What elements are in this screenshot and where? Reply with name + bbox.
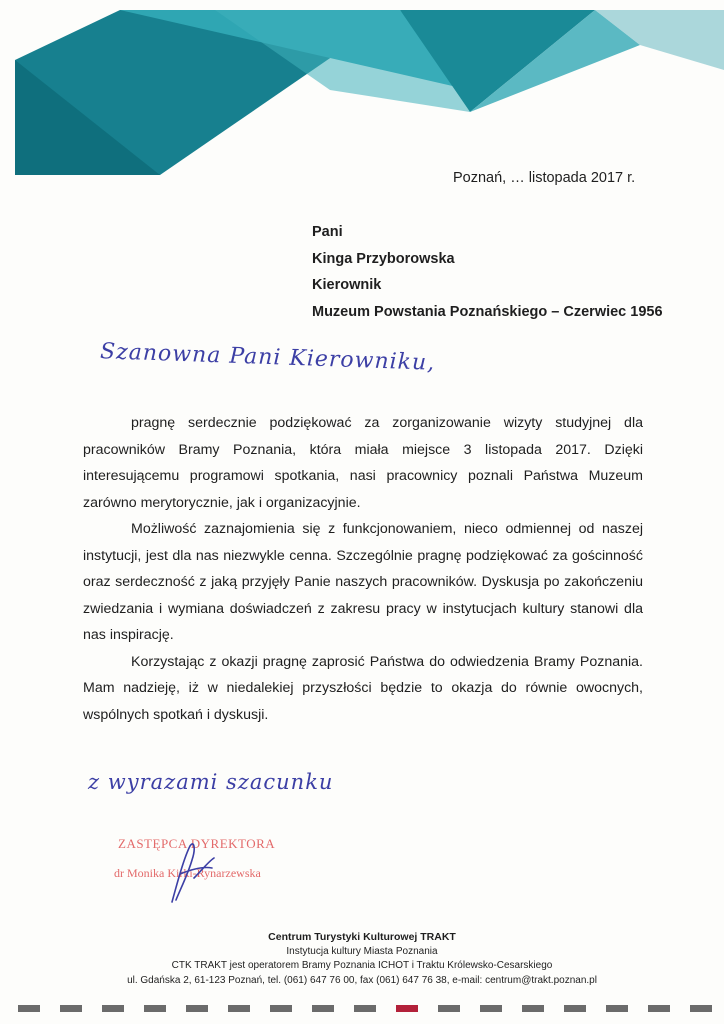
handwritten-signature	[150, 840, 240, 910]
footer-line-1: Instytucja kultury Miasta Poznania	[286, 945, 438, 957]
recipient-name: Kinga Przyborowska	[312, 250, 455, 267]
handwritten-closing: z wyrazami szacunku	[88, 770, 334, 794]
dash	[186, 1005, 208, 1012]
recipient-title: Pani	[312, 224, 343, 240]
dash	[60, 1005, 82, 1012]
body-paragraph-3: Korzystając z okazji pragnę zaprosić Państwa do odwiedzenia Bramy Poznania. Mam nadzieję, iż w niedalekiej przyszłości będzie to okazja do równie owocnych, wspólnych spotkań i dyskusji.	[83, 653, 643, 723]
dash	[438, 1005, 460, 1012]
footer-org-name: Centrum Turystyki Kulturowej TRAKT	[268, 931, 456, 943]
dash	[270, 1005, 292, 1012]
dash	[648, 1005, 670, 1012]
dash	[522, 1005, 544, 1012]
dash	[480, 1005, 502, 1012]
dateline: Poznań, … listopada 2017 r.	[453, 170, 636, 186]
footer-dash-bar	[0, 1005, 724, 1013]
stamp-title: ZASTĘPCA DYREKTORA	[118, 836, 276, 851]
handwritten-salutation: Szanowna Pani Kierowniku,	[99, 339, 436, 376]
header-geometric-banner	[0, 0, 724, 175]
dash	[312, 1005, 334, 1012]
dash	[102, 1005, 124, 1012]
body-paragraph-1: pragnę serdecznie podziękować za zorganizowanie wizyty studyjnej dla pracowników Bramy Poznania, która miała miejsce 3 listopada 2017. Dzięki interesującemu programowi spotkania, nasi pracownicy poznali Państwa Muzeum zarówno merytorycznie, jak i organizacyjnie.	[83, 415, 643, 511]
footer-line-2: CTK TRAKT jest operatorem Bramy Poznania ICHOT i Traktu Królewsko-Cesarskiego	[171, 960, 553, 971]
dash	[18, 1005, 40, 1012]
letter-body	[83, 410, 643, 728]
dash	[228, 1005, 250, 1012]
footer-line-3: ul. Gdańska 2, 61-123 Poznań, tel. (061) 647 76 00, fax (061) 647 76 38, e-mail: centrum@trakt.poznan.pl	[127, 974, 597, 986]
recipient-position: Kierownik	[312, 277, 382, 293]
recipient-block	[312, 219, 663, 325]
dash	[606, 1005, 628, 1012]
body-paragraph-2: Możliwość zaznajomienia się z funkcjonowaniem, nieco odmiennej od naszej instytucji, jest dla nas niezwykle cenna. Szczególnie pragnę podziękować za gościnność oraz serdeczność z jaką przyjęły Panie naszych pracowników. Dyskusja po zakończeniu zwiedzania i wymiana doświadczeń z zakresu pracy w instytucjach kultury stanowi dla nas inspirację.	[83, 521, 643, 643]
dash	[354, 1005, 376, 1012]
stamp-name: dr Monika Kirki-Rynarzewska	[114, 866, 261, 880]
recipient-institution: Muzeum Powstania Poznańskiego – Czerwiec 1956	[312, 303, 663, 320]
dash	[144, 1005, 166, 1012]
dash	[690, 1005, 712, 1012]
letterhead-footer	[0, 930, 724, 988]
dash	[564, 1005, 586, 1012]
dash-accent	[396, 1005, 418, 1012]
